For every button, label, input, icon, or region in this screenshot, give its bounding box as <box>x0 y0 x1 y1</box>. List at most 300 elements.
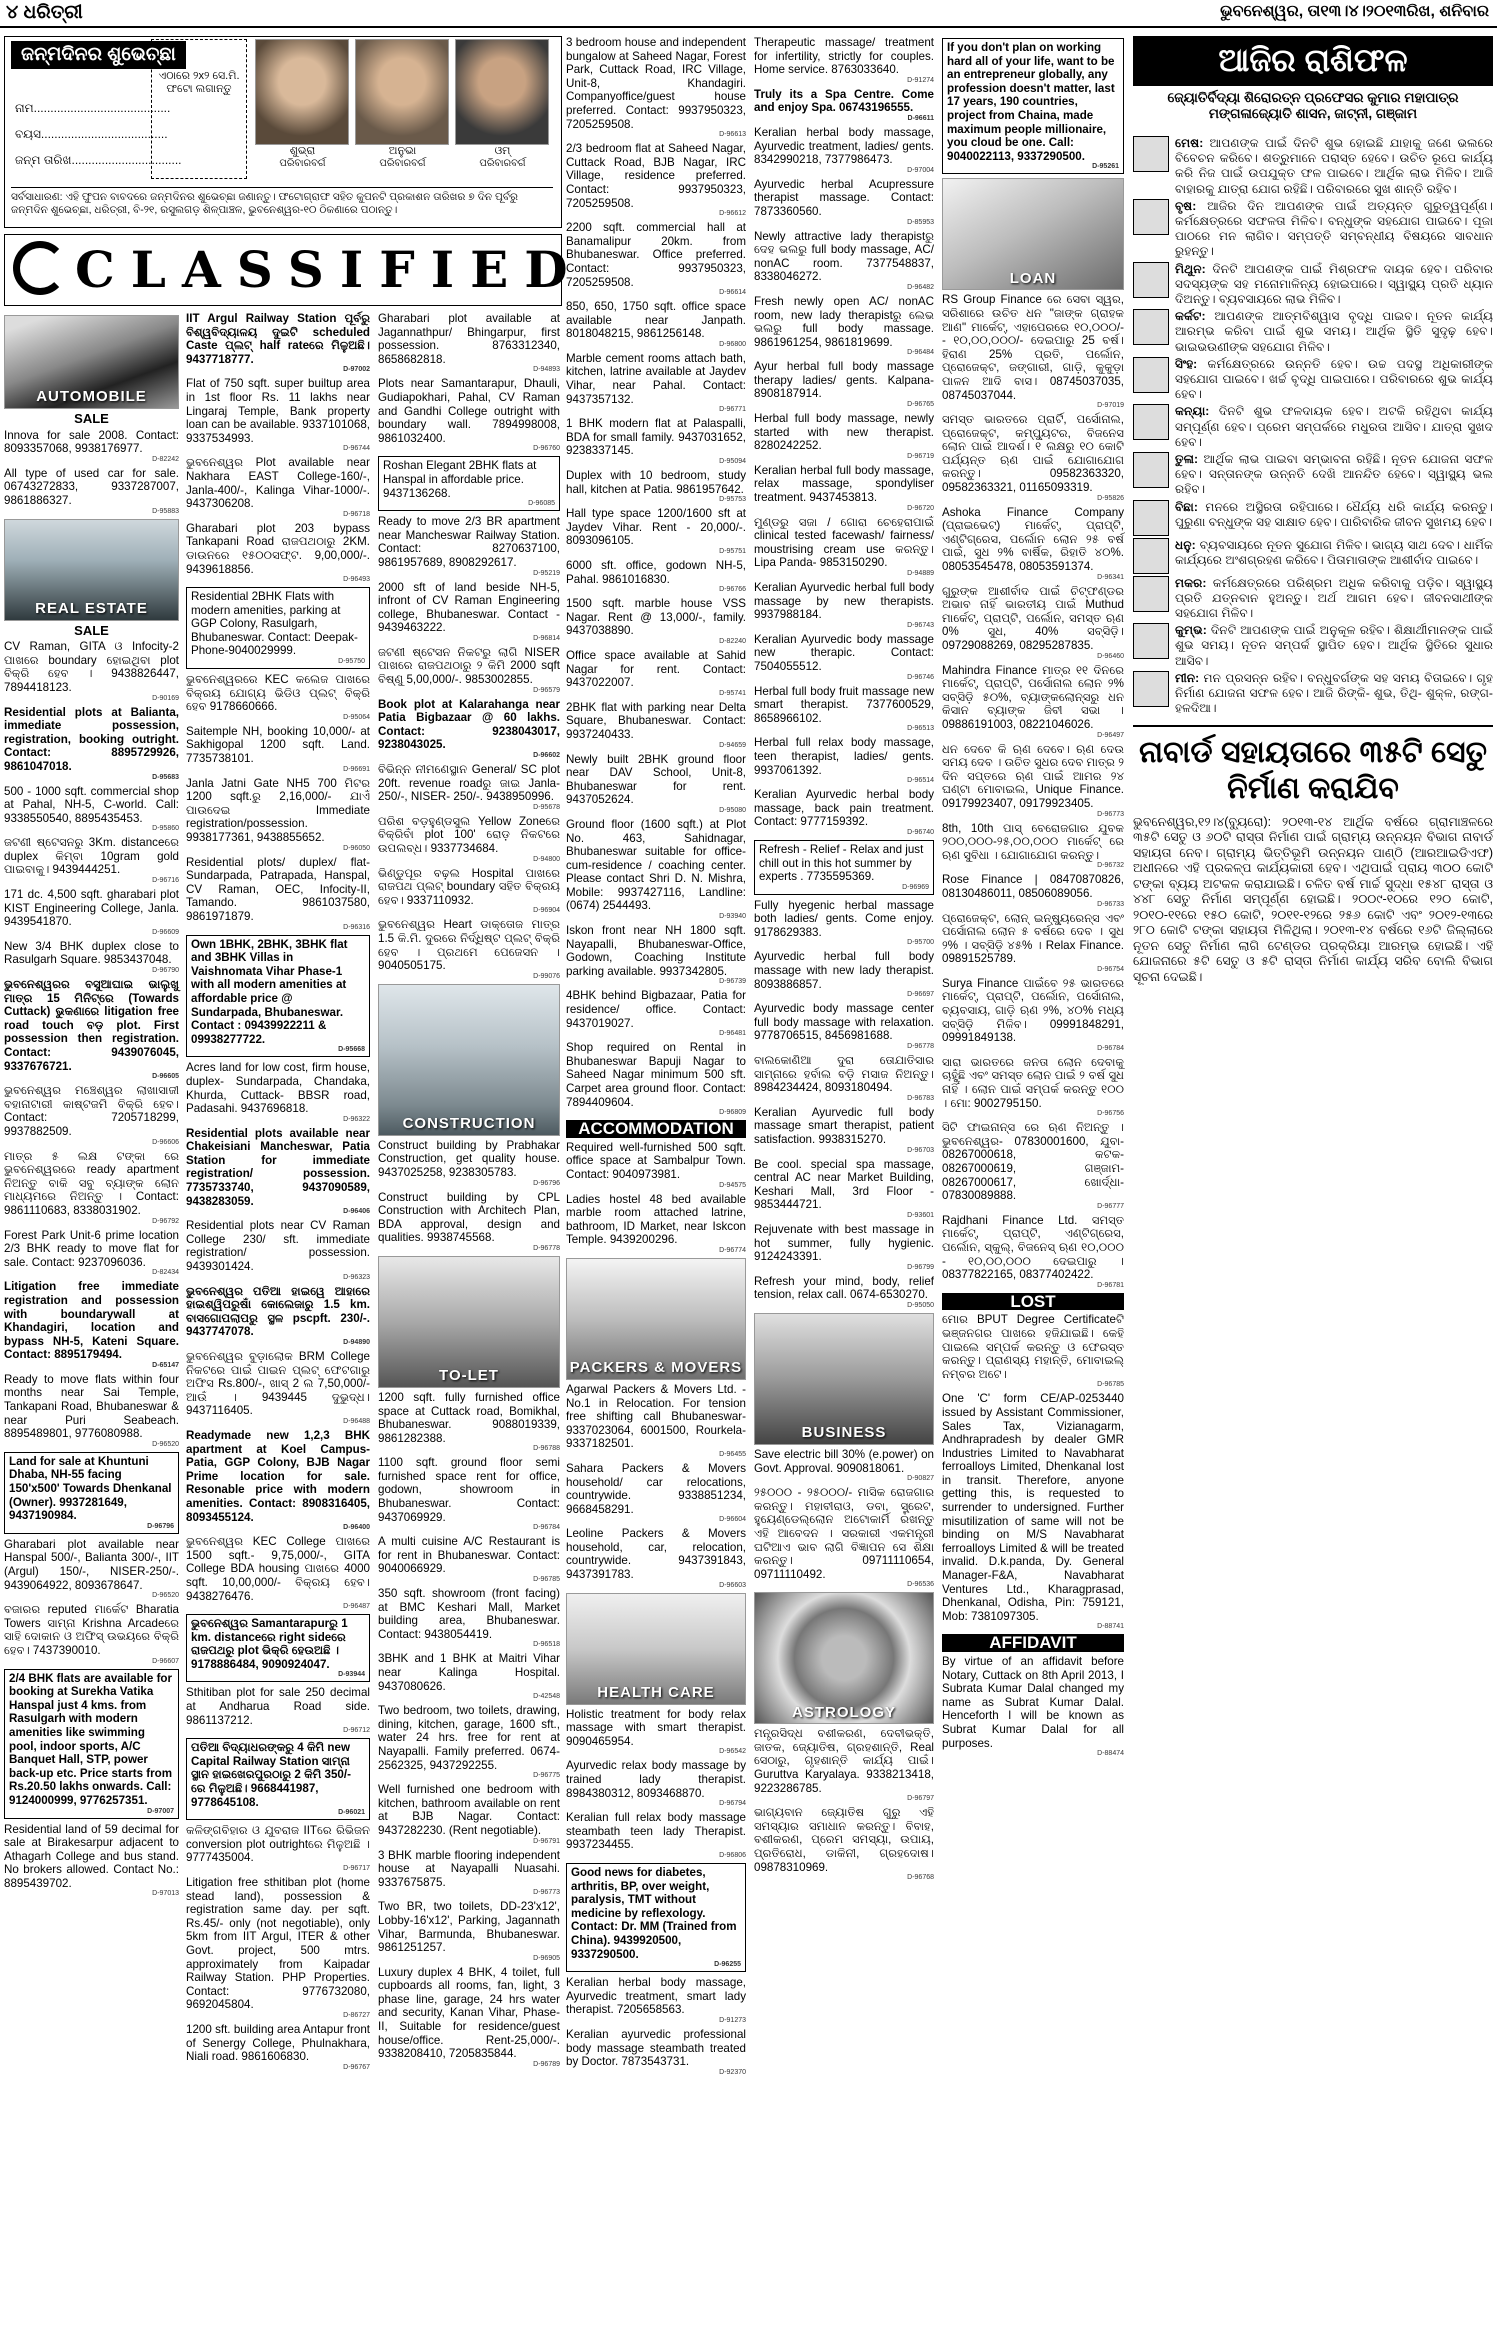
ad-text: 8th, 10th ପାସ୍ ବେରୋଜଗାର ଯୁବକ ୨୦୦,୦୦୦-୨୫,୦୦,୦୦୦ ମାର୍କେଟ୍ ରେ ଋଣ ସୁବିଧା । ଯୋଗାଯୋଗ କରନ୍ତୁ। <box>942 821 1124 862</box>
ad-code: D-96719 <box>907 452 934 460</box>
classified-ad <box>754 581 934 630</box>
classified-ad <box>186 1350 370 1426</box>
ad-code: D-96341 <box>1097 573 1124 581</box>
classified-ad <box>754 295 934 357</box>
ad-text: Therapeutic massage/ treatment for infertility, strictly for couples. Home service. 8763033640. <box>754 36 934 77</box>
classified-ad <box>4 978 179 1081</box>
section-sale: SALE <box>74 411 109 426</box>
zodiac-name: ଧନୁ: <box>1175 537 1196 552</box>
ad-code: D-96542 <box>719 1748 746 1756</box>
ad-text: Luxury duplex 4 BHK, 4 toilet, full cupboards all rooms, fan, light, 3 phase line, garage, 24 hrs water and security, Kanan Vihar, Phase-II, Suitable for residence/guest house/office. Rent-25,000/-. 9338208410, 7205835844. <box>378 1965 560 2061</box>
ad-code: D-95678 <box>533 803 560 811</box>
classified-ad <box>754 36 934 85</box>
classified-ad <box>4 1150 179 1226</box>
column-1 <box>4 312 179 1901</box>
page-number: ୪ ଧରିତ୍ରୀ <box>6 2 83 23</box>
boxed-ad <box>4 1452 179 1534</box>
ad-code: D-96607 <box>152 1657 179 1665</box>
ad-code: D-96773 <box>1097 810 1124 818</box>
ad-code: D-96785 <box>533 1576 560 1584</box>
ad-code: D-96085 <box>528 500 555 508</box>
zodiac-name: ତୁଳା: <box>1175 452 1199 467</box>
ad-text: ବାଲକୋଣିଆ ଦୁରା ତୋଯାତିସାର ସାମ୍ନାରେ ହର୍ବାଲ ବଡ଼ି ମସାଜ ନିଅନ୍ତୁ। 8984234424, 8093180494. <box>754 1054 934 1095</box>
classified-ad <box>186 673 370 722</box>
classified-ad <box>378 1456 560 1532</box>
classified-ad <box>754 178 934 227</box>
zodiac-text <box>1175 623 1493 669</box>
ad-text: Roshan Elegant 2BHK flats at Hanspal in affordable price. 9437136268. <box>383 459 537 500</box>
classified-ad <box>754 88 934 123</box>
ad-text: All type of used car for sale. 06743272833, 9337287007, 9861886327. <box>4 466 179 507</box>
ad-text: ଭିଣ୍ଡୁପୂର ବଢ଼ଲ Hospital ପାଖରେ ରାଜପଥ ପ୍ଲଟ୍ boundary ସହିତ ବିକ୍ରୟ ହେବ। 9337110932. <box>378 866 560 907</box>
ad-code: D-96785 <box>1097 1381 1124 1389</box>
zodiac-entry <box>1133 309 1493 355</box>
zodiac-name: ମୀନ: <box>1175 670 1200 685</box>
classified-ad <box>942 1655 1124 1758</box>
classified-ad <box>378 1391 560 1453</box>
ad-text: Newly built 2BHK ground floor near DAV School, Unit-8, Bhubaneswar for rent. 9437052624. <box>566 752 746 807</box>
ad-text: ମନ୍ତ୍ରସିଦ୍ଧ ବଶୀକରଣ, ଦେବୀଭକ୍ତି, ଜାତକ, ଜ୍ୟୋତିଷ, ଗ୍ରହଶାନ୍ତି, Real ସେଠାରୁ, ଗୃହଶାନ୍ତି କାର୍ଯ୍ୟ ପାଇଁ। Guruttva Karyalaya. 9338213418, 9223286785. <box>754 1727 934 1795</box>
classified-ad <box>566 1462 746 1524</box>
classified-ad <box>942 1121 1124 1211</box>
ad-code: D-82240 <box>719 637 746 645</box>
classified-ad <box>942 743 1124 819</box>
ad-code: D-96774 <box>719 1246 746 1254</box>
ad-code: D-93940 <box>719 913 746 921</box>
classified-ad <box>4 836 179 885</box>
zodiac-entry <box>1133 576 1493 622</box>
classified-ad <box>186 777 370 853</box>
zodiac-icon <box>1133 357 1169 393</box>
classified-ad <box>4 429 179 464</box>
boxed-ad <box>186 935 370 1058</box>
ad-text: Fully hyegenic herbal massage both ladies/ gents. Come enjoy. 9178629383. <box>754 898 934 939</box>
ad-code: D-90169 <box>152 694 179 702</box>
ad-code: D-96406 <box>343 1208 370 1216</box>
ad-text: One 'C' form CE/AP-0253440 issued by Assistant Commissioner, Sales Tax, Vizianagarm, Andhrapradesh by dealer GMR Industries Limited to Navabharat ferroalloys Limited, Dhenkanal lost in transit. Therefore, anyone getting this, is requested to surrender to undersigned. Further misutilization of same will not be binding on M/S Navabharat ferroalloys Limited & will be treated invalid. D.k.panda, Dy. General Manager-F&A, Navabharat Ventures Ltd., Kharagprasad, Dhenkanal, Odisha, Pin: 759121, Mob: 7381097305. <box>942 1392 1124 1623</box>
zodiac-icon <box>1133 199 1169 235</box>
page-date: ଭୁବନେଶ୍ୱର, ତା୧୩।୪।୨୦୧୩ରିଖ, ଶନିବାର <box>1220 3 1489 20</box>
ad-text: Ayurvedic herbal full body massage with new lady therapist. 8093886857. <box>754 950 934 991</box>
ad-text: ଭୁବନେଶ୍ୱର Samantarapurରୁ 1 km. distanceରେ right sideରେ ରାଜପଥରୁ plot ଭିକ୍ରି ହେଉଅଛି । 9178886484, 9090924047. <box>191 1617 348 1671</box>
ad-code: D-96482 <box>907 283 934 291</box>
zodiac-icon <box>1133 538 1169 574</box>
ad-code: D-96746 <box>907 673 934 681</box>
ad-text: A multi cuisine A/C Restaurant is for rent in Bhubaneswar. Contact: 9040066929. <box>378 1535 560 1576</box>
classified-ad <box>566 1527 746 1589</box>
zodiac-icon <box>1133 671 1169 707</box>
classified-ad <box>754 412 934 461</box>
ad-code: D-99076 <box>533 972 560 980</box>
classified-ad <box>186 1219 370 1281</box>
kid-name: ଶୁଭ୍ରା <box>289 145 316 157</box>
rasifala-header <box>1133 36 1493 122</box>
ad-text: Litigation free sthitiban plot (home stead land), possession & registration same day. per sqft. Rs.45/- only (not negotiable), only 5km from IIT Argul, ITER & other Govt. project, 500 mtrs. approximately from Kaipadar Railway Station. PHP Properties. Contact: 9776732080, 9692045804. <box>186 1876 370 2012</box>
classified-ad <box>4 1280 179 1370</box>
ad-code: D-96739 <box>719 978 746 986</box>
ad-text: Own 1BHK, 2BHK, 3BHK flat and 3BHK Villas in Vaishnomata Vihar Phase-1 with all modern amenities at affordable price @ Sundarpada, Bhubaneswar. Contact : 09439922211 & 09938277722. <box>191 937 348 1046</box>
kid-photo <box>455 39 549 145</box>
zodiac-entry <box>1133 136 1493 197</box>
ad-text: RS Group Finance ରେ ସେବା ସ୍ୱର, ସରିଶାରେ ଉଚିତ ଧନ "ଜାଙ୍କ ଗ୍ରାହକ ଆଣ" ମାର୍କେଟ୍, ଏହାପେରରେ ୧୦,୦୦୦/- - ୧୦,୦୦,୦୦୦/- ଦେଇପାରୁ 25 ବର୍ଷ। ହିରାଣ 25% ପ୍ରତି, ପର୍ଲୋନ, ପ୍ରୋଜେକ୍ଟ, ଜଙ୍ଗାରୀ, ଗାଡ଼ି, କୁକୁଡ଼ା ପାଳନ ଆଦି ବାସ। 08745037035, 08745037044. <box>942 293 1124 402</box>
ad-code: D-94890 <box>343 1339 370 1346</box>
classified-ad <box>942 1056 1124 1118</box>
ad-text: New 3/4 BHK duplex close to Rasulgarh Square. 9853437048. <box>4 939 179 967</box>
ad-code: D-96796 <box>533 1179 560 1187</box>
ad-text: Gharabari plot available at Jagannathpur/ Bhingarpur, first possession. 8763312340, 8658682818. <box>378 312 560 366</box>
classified-ad <box>378 646 560 695</box>
classified-ad <box>942 977 1124 1053</box>
ad-code: D-95050 <box>907 1301 934 1309</box>
ad-code: D-96605 <box>152 1073 179 1081</box>
classified-ad <box>754 899 934 948</box>
ad-text: Holistic treatment for body relax massage with smart therapist. 9090465954. <box>566 1707 746 1748</box>
ad-code: D-96756 <box>1097 1110 1124 1118</box>
zodiac-icon <box>1133 262 1169 298</box>
ad-code: D-96718 <box>343 510 370 518</box>
ad-code: D-96604 <box>719 1516 746 1524</box>
ad-text: Ayurvedic relax body massage by trained lady therapist. 8984380312, 8093468870. <box>566 1759 746 1800</box>
ad-text: ସାରା ଭାରତରେ ଜନତା ଲୋନ ଦେବାକୁ ଚାହୁଁଛି ଏବଂ ସମସ୍ତ ଲୋନ ପାଇଁ ୨ ବର୍ଷ ସୁଧ ନାହିଁ । ଲୋନ ପାଇଁ ସମ୍ପର୍କ କରନ୍ତୁ ୧୦୦ । ମୋ: 9002795150. <box>942 1055 1124 1110</box>
ad-text: 350 sqft. showroom (front facing) at BMC Keshari Mall, Market building area, Bhubaneswar. Contact: 9438054419. <box>378 1587 560 1641</box>
kid-photo <box>255 39 349 145</box>
ad-code: D-96788 <box>533 1445 560 1453</box>
classified-ad <box>566 300 746 349</box>
ad-text: Refresh your mind, body, relief tension, relax call. 0674-6530270. <box>754 1274 934 1302</box>
loan-image-label: LOAN <box>1009 269 1057 287</box>
ad-text: ଭୁବନେଶ୍ୱରରେ KEC କଲେଜ ପାଖରେ ବିକ୍ରୟ ଯୋଗ୍ୟ ଭିଡିଓ ପ୍ଲଟ୍ ବିକ୍ରି ହେବ 9178660666. <box>186 673 370 714</box>
ad-code: D-97002 <box>343 366 370 374</box>
classified-ad <box>942 413 1124 503</box>
zodiac-desc: ଆପଣଙ୍କ ଆତ୍ମବିଶ୍ୱାସ ବୃଦ୍ଧି ପାଇବ। ନୂତନ କାର୍ଯ୍ୟ ଆରମ୍ଭ କରିବା ପାଇଁ ଶୁଭ ସମୟ। ଆର୍ଥିକ ସ୍ଥିତି ସୁଦୃଢ଼ ହେବ। ଭାଇଭଉଣୀଙ୍କ ସହଯୋଗ ମିଳିବ। <box>1175 309 1493 354</box>
ad-text: Keralian herbal body massage, Ayurvedic treatment, smart lady therapist. 7205658563. <box>566 1976 746 2017</box>
business-image <box>754 1313 934 1445</box>
classified-ad <box>4 640 179 702</box>
ad-text: ଭୁବନେଶ୍ୱର Plot available near Nakhara EAST College-160/-, Janla-400/-, Kalinga Vihar-1000/-. 9437306208. <box>186 456 370 511</box>
ad-text: Residential plots available near Chakeisiani Mancheswar, Patia Station for immediate registration/ possession. 7735733740, 9437090589, 9438283059. <box>186 1126 370 1208</box>
classified-ad <box>566 649 746 698</box>
zodiac-desc: କର୍ମକ୍ଷେତ୍ରରେ ପରିଶ୍ରମ ଅଧିକ କରିବାକୁ ପଡ଼ିବ। ସ୍ୱାସ୍ଥ୍ୟ ପ୍ରତି ଯତ୍ନବାନ ହୁଅନ୍ତୁ। ଅର୍ଥ ଆଗମ ହେବ। ଜୀବନସାଥୀଙ୍କ ସହଯୋଗ ମିଳିବ। <box>1175 575 1493 621</box>
classified-ad <box>942 912 1124 974</box>
classified-ad <box>566 1041 746 1117</box>
zodiac-name: ବିଛା: <box>1175 499 1198 514</box>
classified-ad <box>186 377 370 453</box>
ad-text: Sthitiban plot for sale 250 decimal at Andharua Road side. 9861137212. <box>186 1686 370 1727</box>
zodiac-desc: ଆପଣଙ୍କ ପାଇଁ ଦିନଟି ଶୁଭ ହୋଇଛି ଯାହାକୁ ଜଣେ ଭଲରେ ବିବେଚନ କରିବେ। ଶତ୍ରୁମାନେ ପରାସ୍ତ ହେବେ। ଉଚିତ ରୂପେ କାର୍ଯ୍ୟ କରି ନିଜ ପାଇଁ ଉପଯୁକ୍ତ ଫଳ ପାଇବେ। ଆର୍ଥିକ ଲାଭ ମିଳିବ। ଆଜି ବାହାରକୁ ଯାତ୍ରା ଯୋଗ ରହିଛି। ପରିବାରରେ ସୁଖ ଶାନ୍ତି ରହିବ। <box>1175 136 1493 196</box>
classified-ad <box>566 507 746 556</box>
ad-text: ସମସ୍ତ ଭାରତରେ ପ୍ରାର୍ଟି, ପର୍ସୋନାଲ, ପ୍ରୋଜେକ୍ଟ, କମ୍ପ୍ୟୁଟର, ବିଜନେସ ଲୋନ ପାଇଁ ଆଦର୍ଶ। ୧ ଲକ୍ଷରୁ ୧୦ କୋଟି ପର୍ଯ୍ୟନ୍ତ ଋଣ ପାଇଁ ଯୋଗାଯୋଗ କରନ୍ତୁ। 09582363320, 09582363321, 01165093319. <box>942 413 1124 495</box>
ad-code: D-94800 <box>533 855 560 863</box>
ad-code: D-96768 <box>907 1874 934 1882</box>
ad-text: 1 BHK modern flat at Palaspalli, BDA for small family. 9437031652, 9238337145. <box>566 417 746 458</box>
ad-code: D-96814 <box>533 634 560 642</box>
classified-ad <box>4 1823 179 1899</box>
classified-ad <box>566 221 746 297</box>
ad-code: D-96778 <box>533 1244 560 1252</box>
ad-text: ଜଟଣୀ ଷ୍ଟେସନରୁ 3Km. distanceରେ duplex କିମ୍ବା 10gram gold ପାଇବାକୁ। 9439444251. <box>4 836 179 877</box>
ad-code: D-95219 <box>533 569 560 577</box>
divider <box>1133 725 1493 727</box>
ad-text: Construct building by Prabhakar Construction, get quality house. 9437025258, 9238305783. <box>378 1138 560 1179</box>
ad-text: Construct building by CPL Construction with Architech Plan, BDA approval, design and qualities. 9938745568. <box>378 1190 560 1245</box>
ad-code: D-93601 <box>907 1211 934 1219</box>
ad-code: D-96716 <box>152 877 179 885</box>
classified-ad <box>566 559 746 594</box>
classified-ad <box>378 815 560 864</box>
classified-ad <box>942 664 1124 740</box>
ad-code: D-91274 <box>907 76 934 84</box>
health-care-image-label: HEALTH CARE <box>597 1684 715 1702</box>
ad-text: 2/4 BHK flats are available for booking at Surekha Vatika Hanspal just 4 kms. from Rasulgarh with modern amenities like swimming pool, indoor sports, A/C Banquet Hall, STP, power back-up etc. Price starts from Rs.20.50 lakhs onwards. Call: 9124000999, 9776257351. <box>9 1671 173 1807</box>
ad-text: Good news for diabetes, arthritis, BP, over weight, paralysis, TMT without medicine by reflexology. Contact: Dr. MM (Trained from China). 9439920500, 9337290500. <box>571 1866 737 1961</box>
zodiac-icon <box>1133 576 1169 612</box>
age-field[interactable]: ବୟସ...................................... <box>15 127 168 141</box>
ad-code: D-95683 <box>152 773 179 781</box>
boxed-ad <box>754 840 934 895</box>
ad-code: D-92370 <box>719 2068 746 2076</box>
ad-text: 1200 sft. building area Antapur front of Senergy College, Phulnakhara, Niali road. 9861606830. <box>186 2022 370 2064</box>
ad-text: Rejuvenate with best massage in hot summer, fully hygienic. 9124243391. <box>754 1222 934 1264</box>
ad-code: D-96781 <box>1097 1281 1124 1289</box>
zodiac-name: ମେଷ: <box>1175 136 1204 150</box>
ad-text: Herbal full relax body massage, teen therapist, ladies/ gents. 9937061392. <box>754 736 934 777</box>
ad-code: D-96614 <box>719 289 746 297</box>
ad-code: D-96733 <box>1097 900 1124 908</box>
ad-code: D-95094 <box>719 458 746 466</box>
kid-sub: ପରିବାରବର୍ଗ <box>379 158 426 169</box>
classified-ad <box>378 515 560 577</box>
kid-sub: ପରିବାରବର୍ଗ <box>279 158 326 169</box>
news-body: ଭୁବନେଶ୍ୱର,୧୨।୪(ବ୍ୟୁରୋ): ୨୦୧୩-୧୪ ଆର୍ଥିକ ବର୍ଷରେ ଗ୍ରାମାଞ୍ଚଳରେ ୩୫ଟି ସେତୁ ଓ ୬୦ଟି ରାସ୍ତା ନିର୍ମାଣ ପାଇଁ ଗ୍ରାମ୍ୟ ଉନ୍ନୟନ ବିଭାଗ ନାବାର୍ଡ ସହାୟତା ନେବ। ଗ୍ରାମ୍ୟ ଭିତ୍ତିଭୂମି ଉନ୍ନୟନ ପାଣ୍ଠି (ଆରଆଇଡିଏଫ) ଅଧୀନରେ ଏହି ପ୍ରକଳ୍ପ କାର୍ଯ୍ୟକାରୀ ହେବ। ଏଥିପାଇଁ ପ୍ରାୟ ୩୦୦ କୋଟି ଟଙ୍କା ବ୍ୟୟ ଅଟକଳ କରାଯାଇଛି। ଚଳିତ ବର୍ଷ ମାର୍ଚ୍ଚ ସୁଦ୍ଧା ୧୫୪୮ ରାସ୍ତା ଓ ୪୪୮ ସେତୁ ନିର୍ମାଣ ସମ୍ପୂର୍ଣ୍ଣ ହୋଇଛି। ୨୦୦୯-୧୦ରେ ୧୨୦ କୋଟି, ୨୦୧୦-୧୧ରେ ୧୫୦ କୋଟି, ୨୦୧୧-୧୨ରେ ୨୫୬ କୋଟି ଏବଂ ୨୦୧୨-୧୩ରେ ୨୮୦ କୋଟି ଟଙ୍କା ସହାୟତା ମିଳିଥିଲା। ୨୦୧୩-୧୪ ବର୍ଷରେ ୧୬ଟି ଜିଲ୍ଲାରେ ନୂତନ ସେତୁ ନିର୍ମାଣ ଲାଗି ଟେଣ୍ଡର ପ୍ରକ୍ରିୟା ଆରମ୍ଭ ହୋଇଛି। ଏହି ଯୋଜନାରେ ୫ଟି ସେତୁ ଓ ୫ଟି ରାସ୍ତା ନିର୍ମାଣ କାର୍ଯ୍ୟ ସରିବ ବୋଲି ବିଭାଗ ସୂଚନା ଦେଇଛି। <box>1133 814 1493 984</box>
ad-text: Residential plots near CV Raman College 230/ sft. immediate registration/ possession. 9439301424. <box>186 1219 370 1274</box>
kid-sub: ପରିବାରବର୍ଗ <box>479 158 526 169</box>
classified-ad <box>4 1603 179 1665</box>
packers-movers-image <box>566 1258 746 1380</box>
zodiac-desc: ଆଜିର ଦିନ ଆପଣଙ୍କ ପାଇଁ ଅତ୍ୟନ୍ତ ଗୁରୁତ୍ୱପୂର୍ଣ୍ଣ। କର୍ମକ୍ଷେତ୍ରରେ ସଫଳତା ମିଳିବ। ବନ୍ଧୁଙ୍କ ସହଯୋଗ ପାଇବେ। ପୂଜା ପାଠରେ ମନ ଲାଗିବ। ସମ୍ପତ୍ତି ସମ୍ବନ୍ଧୀୟ ବିଷୟରେ ସାବଧାନ ରୁହନ୍ତୁ। <box>1175 198 1493 259</box>
ad-code: D-96488 <box>343 1417 370 1425</box>
ad-code: D-96697 <box>907 991 934 999</box>
classified-ad <box>378 581 560 643</box>
boxed-ad <box>378 456 560 511</box>
boxed-ad <box>186 587 370 669</box>
zodiac-desc: କର୍ମକ୍ଷେତ୍ରରେ ଉନ୍ନତି ହେବ। ଉଚ୍ଚ ପଦସ୍ଥ ଅଧିକାରୀଙ୍କ ସହଯୋଗ ପାଇବେ। ଖର୍ଚ୍ଚ ବୃଦ୍ଧି ପାଇପାରେ। ପରିବାରରେ ଶୁଭ କାର୍ଯ୍ୟ ହେବ। <box>1175 356 1493 402</box>
to-let-image <box>378 1256 560 1388</box>
ad-text: ସିଟି ଫାଇନାନ୍ସ ରେ ଋଣ ନିଅନ୍ତୁ । ଭୁବନେଶ୍ୱର- 07830001600, ଯୁବା- 08267000618, କଟକ- 08267000619, ଗଞ୍ଜାମ- 08267000617, ଖୋର୍ଦ୍ଧା- 07830089888. <box>942 1121 1124 1203</box>
ad-code: D-82242 <box>152 455 179 463</box>
classified-ad <box>942 506 1124 582</box>
rasifala-author: ଜ୍ୟୋତିର୍ବିଦ୍ୟା ଶିରୋରତ୍ନ ପ୍ରଫେସର କୁମାର ମହାପାତ୍ର <box>1167 90 1459 105</box>
ad-code: D-95753 <box>719 496 746 504</box>
name-field[interactable]: ନାମ......................................... <box>15 101 171 115</box>
ad-code: D-96603 <box>719 1581 746 1589</box>
ad-text: Ready to move 2/3 BR apartment near Mancheswar Railway Station. Contact: 8270637100, 9861957689, 8908292617. <box>378 515 560 569</box>
ad-text: 4BHK behind Bigbazaar, Patia for residence/ office. Contact: 9437019027. <box>566 989 746 1030</box>
classified-ad <box>4 1538 179 1600</box>
classified-ad <box>566 417 746 466</box>
ad-text: Refresh - Relief - Relax and just chill out in this hot summer by experts . 7735595369. <box>759 842 924 884</box>
ad-text: If you don't plan on working hard all of your life, want to be an entrepreneur globally, any profession doesn't matter, last 17 years, 190 countries, project from Chaina, made maximum people millionaire, you cloud be one. Call: 9040022113, 9337290500. <box>947 41 1115 163</box>
ad-text: ଗୁରୁଙ୍କ ଆଶୀର୍ବାଦ ପାଇଁ ଚିଟ୍ଫଣ୍ଡର ଅଭାବ ନାହିଁ ଭାରତୀୟ ପାଇଁ Muthud ମାର୍କେଟ୍, ପ୍ରାପ୍ଟି, ପର୍ଲୋନ, ସମସ୍ତ ଋଣ 0% ସୁଧ, 40% ସବ୍ସିଡ଼ି। 09729088269, 08295287835. <box>942 584 1124 652</box>
classified-ad <box>754 1106 934 1155</box>
zodiac-desc: ଦିନଟି ଆପଣଙ୍କ ପାଇଁ ଅନୁକୂଳ ରହିବ। ଶିକ୍ଷାର୍ଥୀମାନଙ୍କ ପାଇଁ ଶୁଭ ସମୟ। ନୂତନ ସମ୍ପର୍କ ସ୍ଥାପିତ ହେବ। ଆର୍ଥିକ ସ୍ଥିତିରେ ସୁଧାର ଆସିବ। <box>1175 623 1493 668</box>
astrology-image-label: ASTROLOGY <box>791 1703 896 1721</box>
ad-text: ଭୁବନେଶ୍ୱର ବୁଡ଼ାଲୋକ BRM College ନିକଟରେ ପାଇଁ ପାଇନ ପ୍ଲଟ୍ ଫେଟଗାରୁ ଅଫିସ Rs.800/-, ଖାସ୍ 2 ଲ 7,50,000/- ଆଉଁ । 9439445 ଦୁଭୁଦ୍ଧ। 9437116405. <box>186 1350 370 1418</box>
ad-code: D-96609 <box>152 928 179 936</box>
section-lost: LOST <box>942 1293 1124 1311</box>
ad-code: D-96904 <box>533 907 560 915</box>
ad-text: Sahara Packers & Movers household/ car relocations, countrywide. 9338851234, 9668458291. <box>566 1461 746 1516</box>
kids-photos <box>255 39 555 179</box>
dob-field[interactable]: ଜନ୍ମ ତାରିଖ................................. <box>15 153 182 167</box>
ad-code: D-96790 <box>152 967 179 975</box>
zodiac-icon <box>1133 404 1169 440</box>
ad-text: Residential land of 59 decimal for sale at Birakesarpur adjacent to Athagarh College and bus stand. No brokers allowed. Contact No.: 8895439702. <box>4 1822 179 1890</box>
ad-text: ୨୫୦୦୦ - ୨୫୦୦୦/- ମାସିକ ରୋଜଗାର କରନ୍ତୁ। ମହାବୀରାଓ, ଡବା, ସ୍ଟ୍ରେଟ, ହୁୟେଣ୍ଡେଲ୍ଲୋନ ଅଟୋକାର୍ମି ରଖନ୍ତୁ ଏହି ଆବେଦନ । ସରକାରୀ ଏକମନ୍ତ୍ରୀ ଘଟିଆଏ ଭାବ ଲାଗି ବିଜ୍ଞାପନ ସେ ଶିକ୍ଷା କରନ୍ତୁ। 09711110654, 09711110492. <box>754 1486 934 1581</box>
ad-text: Herbal full body fruit massage new smart therapist. 7377600529, 8658966102. <box>754 684 934 725</box>
ad-code: D-96513 <box>907 725 934 733</box>
ad-code: D-96773 <box>533 1889 560 1897</box>
boxed-ad <box>566 1863 746 1972</box>
classified-ad <box>754 633 934 682</box>
kid-name: ଓମ୍ <box>494 145 511 157</box>
classified-ad <box>4 1373 179 1449</box>
ad-text: Hall type space 1200/1600 sft at Jaydev Vihar. Rent - 20,000/-. 8093096105. <box>566 507 746 548</box>
ad-code: D-96794 <box>719 1800 746 1808</box>
rasifala-column <box>1133 136 1493 988</box>
ad-text: Ashoka Finance Company (ପ୍ରାଇଭେଟ୍) ମାର୍କେଟ୍, ପ୍ରାପ୍ଟି, ଏଣ୍ଟିଗ୍ରେସ, ପର୍ଲୋନ ଲୋନ ୨୫ ବର୍ଷ ପାଇଁ, ସୁଧ ୨% ବାର୍ଷିକ, ରିହାତି ୪୦%. 08053545478, 08053591374. <box>942 505 1124 574</box>
ad-text: ବିଭିନ୍ନ ନୀମଣେସ୍ଥାନ General/ SC plot 20ft. revenue roadରୁ ଜାଇ Janla-250/-, NISER- 250/-. 9438950996. <box>378 763 560 804</box>
ad-text: 2BHK flat with parking near Delta Square, Bhubaneswar. Contact: 9937240433. <box>566 700 746 741</box>
ad-code: D-96703 <box>907 1146 934 1154</box>
boxed-ad <box>4 1669 179 1819</box>
ad-code: D-96323 <box>343 1273 370 1281</box>
automobile-image <box>4 315 179 409</box>
ad-code: D-96771 <box>719 406 746 414</box>
classified-ad <box>566 924 746 986</box>
classified-ad <box>754 736 934 785</box>
ad-text: Fresh newly open AC/ nonAC room, new lady therapistରୁ ଲେଭ ଭଲରୁ full body massage. 9861961254, 9861819699. <box>754 294 934 349</box>
zodiac-text <box>1175 538 1493 574</box>
ad-code: D-96800 <box>719 340 746 348</box>
section-affidavit: AFFIDAVIT <box>942 1634 1124 1652</box>
zodiac-entry <box>1133 357 1493 403</box>
classified-ad <box>566 818 746 921</box>
ad-code: D-42548 <box>533 1693 560 1701</box>
ad-code: D-96760 <box>533 445 560 453</box>
ad-text: Required well-furnished 500 sqft. office space at Sambalpur Town. Contact: 9040973981. <box>566 1140 746 1181</box>
ad-code: D-96766 <box>719 586 746 594</box>
ad-text: ଭୁବନେଶ୍ୱର Heart ଡାକ୍ତୋଜ ମାତ୍ର 1.5 କି.ମି. ଦୁରରେ ନିର୍ଦ୍ଧିଷ୍ଟ ପ୍ଲଟ୍ ବିକ୍ରି ହେବ । ପ୍ରଥମେ ପେଜେସନ । 9040505175. <box>378 918 560 973</box>
zodiac-name: ସିଂହ: <box>1175 356 1198 371</box>
ad-code: D-96606 <box>152 1138 179 1146</box>
ad-text: Keralian herbal body massage, Ayurvedic treatment, ladies/ gents. 8342990218, 7377986473. <box>754 125 934 167</box>
classified-ad <box>754 1448 934 1483</box>
classified-ad <box>566 1193 746 1255</box>
classified-ad <box>754 788 934 837</box>
section-sale: SALE <box>74 622 109 638</box>
classified-ad <box>186 456 370 518</box>
classified-ad <box>754 516 934 578</box>
zodiac-icon <box>1133 136 1169 172</box>
ad-text: 1100 sqft. ground floor semi furnished space rent for office, godown, showroom in Bhubaneswar. Contact: 9437069929. <box>378 1456 560 1524</box>
ad-code: D-96784 <box>1097 1044 1124 1052</box>
ad-text: 3 bedroom house and independent bungalow at Saheed Nagar, Forest Park, Cuttack Road, IRC Village, Unit-8, Khandagiri. Companyoffice/guest house preferred. Contact: 9937950323, 7205259508. <box>566 36 746 131</box>
kid-name: ଅନୁଭା <box>388 145 417 157</box>
section-accommodation: ACCOMMODATION <box>566 1120 746 1138</box>
ad-text: Keralian Ayurvedic herbal body massage, back pain treatment. Contact: 9777159392. <box>754 788 934 829</box>
classified-ad <box>566 1811 746 1860</box>
ad-code: D-96796 <box>147 1522 174 1530</box>
ad-code: D-95700 <box>907 939 934 947</box>
ad-code: D-96784 <box>533 1524 560 1532</box>
ad-text: 1200 sqft. fully furnished office space at Cuttack road, Bomikhal, Bhubaneswar. 9088019339, 9861282388. <box>378 1390 560 1445</box>
classified-ad <box>566 753 746 815</box>
ad-text: Rajdhani Finance Ltd. ସମସ୍ତ ମାର୍କେଟ୍, ପ୍ରାପ୍ଟି, ଏଣ୍ଟିଗ୍ରେସ, ପର୍ଲୋନ, ସ୍କୁଲ୍, ବିଜନେସ୍ ଋଣ ୧୦,୦୦୦ - ୧୦,୦୦,୦୦୦ ଦେଇପାରୁ । 08377822165, 08377402422. <box>942 1213 1124 1282</box>
ad-text: 1500 sqft. marble house VSS Nagar. Rent @ 13,000/-, family. 9437038890. <box>566 597 746 638</box>
ad-text: Two BR, two toilets, DD-23'x12', Lobby-16'x12', Parking, Jagannath Vihar, Barmunda, Bhubaneswar. 9861251257. <box>378 1900 560 1955</box>
classified-ad <box>754 1275 934 1310</box>
zodiac-desc: ବ୍ୟବସାୟରେ ନୂତନ ସୁଯୋଗ ମିଳିବ। ଭାଗ୍ୟ ସାଥ ଦେବ। ଧାର୍ମିକ କାର୍ଯ୍ୟରେ ଅଂଶଗ୍ରହଣ କରିବେ। ପିତାମାତାଙ୍କ ଆଶୀର୍ବାଦ ପାଇବେ। <box>1175 537 1493 567</box>
classified-ad <box>942 1214 1124 1290</box>
ad-code: D-96050 <box>343 844 370 852</box>
ad-text: Keralian Ayurvedic body massage new therapic. Contact: 7504055512. <box>754 632 934 673</box>
classified-ad <box>566 989 746 1038</box>
classified-ad <box>186 1686 370 1735</box>
classified-ad <box>186 2023 370 2072</box>
classified-ad <box>378 867 560 916</box>
ad-text: Ayurvedic herbal Acupressure therapist massage. Contact: 7873360560. <box>754 177 934 218</box>
ad-text: 171 dc. 4,500 sqft. gharabari plot KIST Engineering College, Janla. 9439541870. <box>4 888 179 929</box>
classified-ad <box>4 1229 179 1278</box>
classified-ad <box>186 1285 370 1347</box>
ad-text: Innova for sale 2008. Contact: 8093357068, 9938176977. <box>4 428 179 456</box>
ad-text: Herbal full body massage, newly started with new therapist. 8280242252. <box>754 412 934 453</box>
classified-ad <box>942 873 1124 908</box>
ad-code: D-95064 <box>343 713 370 721</box>
ad-code: D-96778 <box>907 1043 934 1051</box>
classified-ad <box>754 464 934 513</box>
ad-code: D-96536 <box>907 1581 934 1589</box>
classified-ad <box>186 312 370 374</box>
ad-text: Residential 2BHK Flats with modern amenities, parking at GGP Colony, Rasulgarh, Bhubaneswar. Contact: Deepak- Phone-9040029999. <box>191 590 358 658</box>
classified-ad <box>378 698 560 760</box>
ad-text: Gharabari plot available near Hanspal 500/-, Balianta 300/-, IIT (Argul) 150/-, NISER-250/-. 9439064922, 8093678647. <box>4 1537 179 1592</box>
classified-ad <box>566 1708 746 1757</box>
classified-ad <box>566 1976 746 2025</box>
ad-text: 500 - 1000 sqft. commercial shop at Pahal, NH-5, C-world. Call: 9338550540, 8895435453. <box>4 784 179 825</box>
classified-ad <box>754 1054 934 1103</box>
classified-ad <box>4 785 179 834</box>
construction-image <box>378 984 560 1136</box>
ad-text: Leoline Packers & Movers household, car, relocation, countrywide. 9437391843, 9437391783. <box>566 1527 746 1582</box>
ad-code: D-96789 <box>533 2060 560 2068</box>
classified-ad <box>754 1158 934 1220</box>
ad-text: Saitemple NH, booking 10,000/- at Sakhigopal 1200 sqft. Land. 7735738101. <box>186 724 370 766</box>
ad-code: D-96612 <box>719 210 746 218</box>
zodiac-text <box>1175 452 1493 498</box>
zodiac-entry <box>1133 623 1493 669</box>
classified-ad <box>566 2028 746 2077</box>
zodiac-name: ମକର: <box>1175 575 1207 590</box>
photo-placeholder[interactable]: ଏଠାରେ ୨x୨ ସେ.ମି. ଫଟୋ ଲଗାନ୍ତୁ <box>151 39 247 179</box>
zodiac-text <box>1175 136 1493 197</box>
ad-code: D-91273 <box>719 2016 746 2024</box>
zodiac-name: କନ୍ୟା: <box>1175 404 1210 419</box>
ad-text: ପରିଶ ବଡ଼ହୁଣ୍ଡସୁଲ Yellow Zoneରେ ବିକ୍ରିବାଁ plot 100' ରୋଡ଼ ନିକଟରେ ଉପଲବ୍ଧ। 9337734684. <box>378 814 560 855</box>
ad-text: Janla Jatni Gate NH5 700 ମିଟର 1200 sqft.ରୁ 2,16,000/- ଯାଏଁ ପାଉଦେଇ Immediate registration/possession. 9938177361, 9438855652. <box>186 776 370 844</box>
ad-text: Agarwal Packers & Movers Ltd. - No.1 in Relocation. For tension free shifting call Bhubaneswar- 9337023064, 6001500, Rourkela- 9337182501. <box>566 1382 746 1451</box>
classified-ad <box>754 1727 934 1803</box>
